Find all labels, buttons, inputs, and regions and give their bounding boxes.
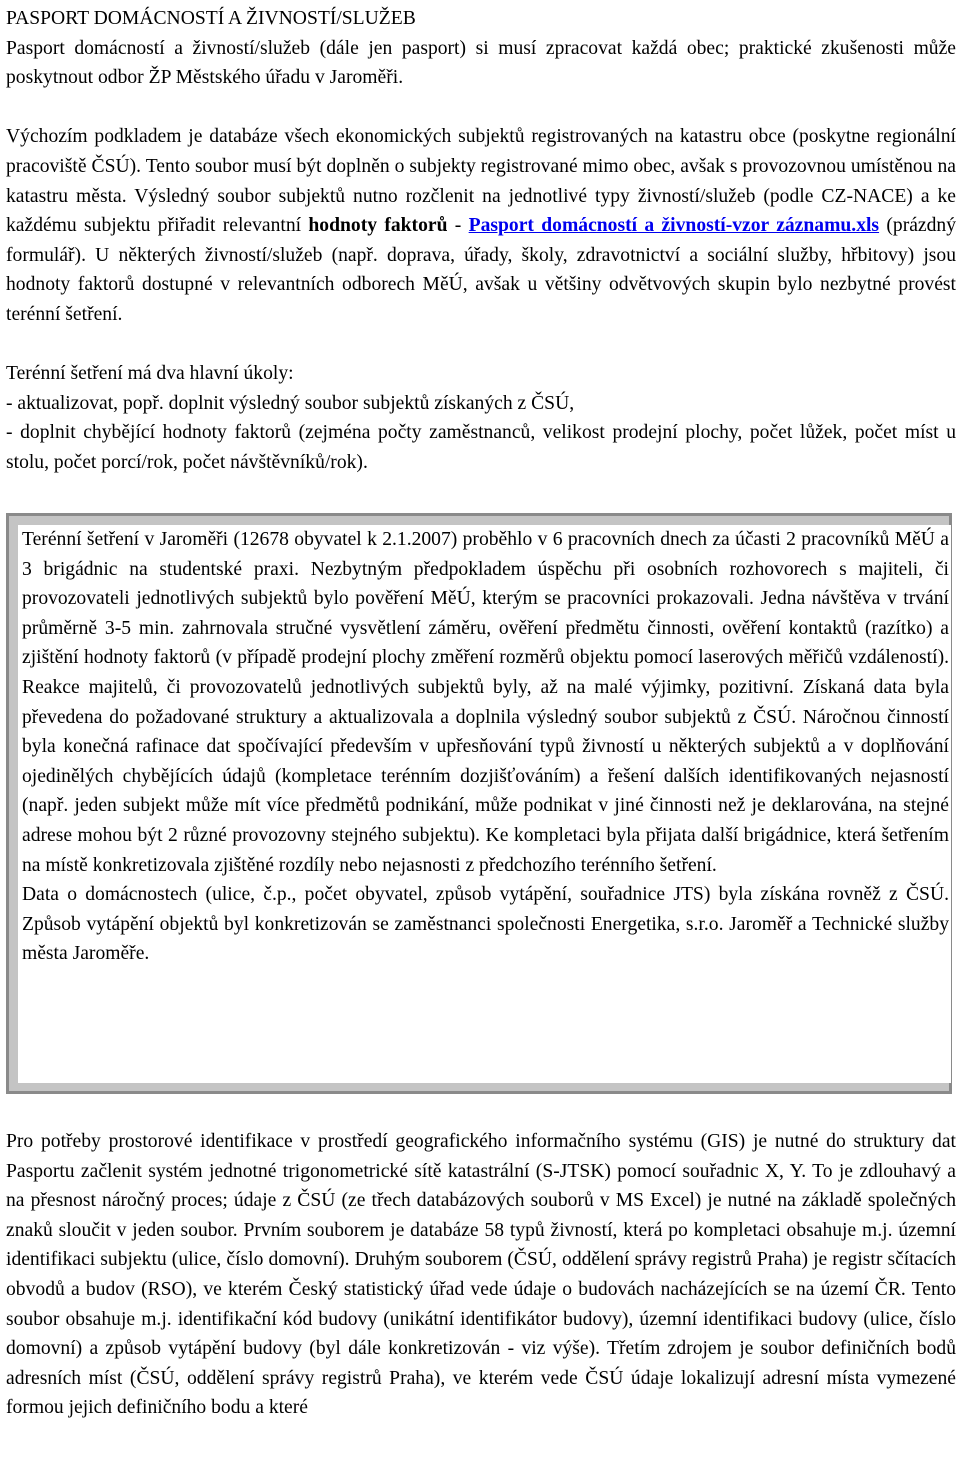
source-data-text: Výchozím podkladem je databáze všech ekonomických subjektů registrovaných na katastru obce (poskytne regionální pracoviště ČSÚ). Tento soubor musí být doplněn o subjekty registrované mimo obec, avšak s provozovnou umístěnou na katastru města. Výsledný soubor subjektů nutno rozčlenit na jednotlivé typy živností/služeb (podle CZ-NACE) a ke každému subjektu přiřadit relevantní (6, 126, 956, 237)
template-file-link[interactable]: Pasport domácností a živností-vzor záznamu.xls (468, 215, 880, 237)
households-data-paragraph: Data o domácnostech (ulice, č.p., počet obyvatel, způsob vytápění, souřadnice JTS) byla získána rovněž z ČSÚ. Způsob vytápění objektů byl konkretizován se zaměstnanci společnosti Energetika, s.r.o. Jaroměř a Technické služby města Jaroměře. (22, 884, 949, 965)
field-survey-box-content (18, 525, 951, 1083)
task-item-2: - doplnit chybějící hodnoty faktorů (zejména počty zaměstnanců, velikost prodejní plochy, počet lůžek, počet míst u stolu, počet porcí/rok, počet návštěvníků/rok). (6, 422, 956, 473)
document-heading: PASPORT DOMÁCNOSTÍ A ŽIVNOSTÍ/SLUŽEB (6, 8, 416, 29)
field-survey-paragraph: Terénní šetření v Jaroměři (12678 obyvatel k 2.1.2007) proběhlo v 6 pracovních dnech za účasti 2 pracovníků MěÚ a 3 brigádnic na studentské praxi. Nezbytným předpokladem úspěchu při osobních rozhovorech s majiteli, či provozovateli jednotlivých subjektů bylo pověření MěÚ, kterým se pracovníci prokazovali. Jedna návštěva v trvání průměrně 3-5 min. zahrnovala stručné vysvětlení záměru, ověření předmětu činnosti, ověření kontaktů (razítko) a zjištění hodnoty faktorů (v případě prodejní plochy změření rozměrů objektu pomocí laserových měřičů vzdáleností). Reakce majitelů, či provozovatelů jednotlivých subjektů byly, až na malé výjimky, pozitivní. Získaná data byla převedena do požadované struktury a aktualizovala a doplnila výsledný soubor subjektů z ČSÚ. Náročnou činností byla konečná rafinace dat spočívající především v upřesňování typů živností u některých subjektů a v doplňování ojedinělých chybějících údajů (kompletace terénním dozjišťováním) a řešení dalších identifikovaných nejasností (např. jeden subjekt může mít více předmětů podnikání, může podnikat v jiné činnosti než je deklarována, na stejné adrese mohou být 2 různé provozovny stejného subjektu). Ke kompletaci byla přijata další brigádnice, která šetřením na místě konkretizovala zjištěné rozdíly nebo nejasnosti z předchozího terénního šetření. (22, 529, 949, 876)
document-top (6, 4, 956, 478)
factor-values-bold: hodnoty faktorů (308, 215, 448, 237)
source-data-text-after: (prázdný formulář). U některých živností/služeb (např. doprava, úřady, školy, zdravotnictví a sociální služby, hřbitovy) jsou hodnoty faktorů dostupné v relevantních odborech MěÚ, avšak u většiny odvětvových skupin bylo nezbytné provést terénní šetření. (6, 215, 957, 325)
source-data-paragraph (6, 122, 956, 329)
tasks-intro: Terénní šetření má dva hlavní úkoly: (6, 363, 294, 385)
gis-paragraph: Pro potřeby prostorové identifikace v prostředí geografického informačního systému (GIS) je nutné do struktury dat Pasportu začlenit systém jednotné trigonometrické sítě katastrální (S-JTSK) pomocí souřadnic X, Y. To je zdlouhavý a na přesnost náročný proces; údaje z ČSÚ (ze třech databázových souborů v MS Excel) je nutné na základě společných znaků sloučit v jeden soubor. Prvním souborem je databáze 58 typů živností, která po kompletaci obsahuje m.j. územní identifikaci subjektu (ulice, číslo domovní). Druhým souborem (ČSÚ, oddělení správy registrů Praha) je registr sčítacích obvodů a budov (RSO), ve kterém Český statistický úřad vede údaje o budovách nacházejících se na území ČR. Tento soubor obsahuje m.j. identifikační kód budovy (unikátní identifikátor budovy), územní identifikaci budovy (ulice, číslo domovní) a způsob vytápění budovy (byl dále konkretizován - viz výše). Třetím zdrojem je soubor definičních bodů adresních míst (ČSÚ, oddělení správy registrů Praha), ve kterém vede ČSÚ údaje lokalizují adresní místa vymezené formou jejich definičního bodu a které (6, 1131, 956, 1419)
dash-separator: - (447, 215, 469, 237)
task-item-1: - aktualizovat, popř. doplnit výsledný soubor subjektů získaných z ČSÚ, (6, 392, 575, 414)
intro-paragraph: Pasport domácností a živností/služeb (dále jen pasport) si musí zpracovat každá obec; praktické zkušenosti může poskytnout odbor ŽP Městského úřadu v Jaroměři. (6, 37, 956, 89)
document-bottom (6, 1127, 956, 1423)
field-survey-box (6, 513, 952, 1094)
